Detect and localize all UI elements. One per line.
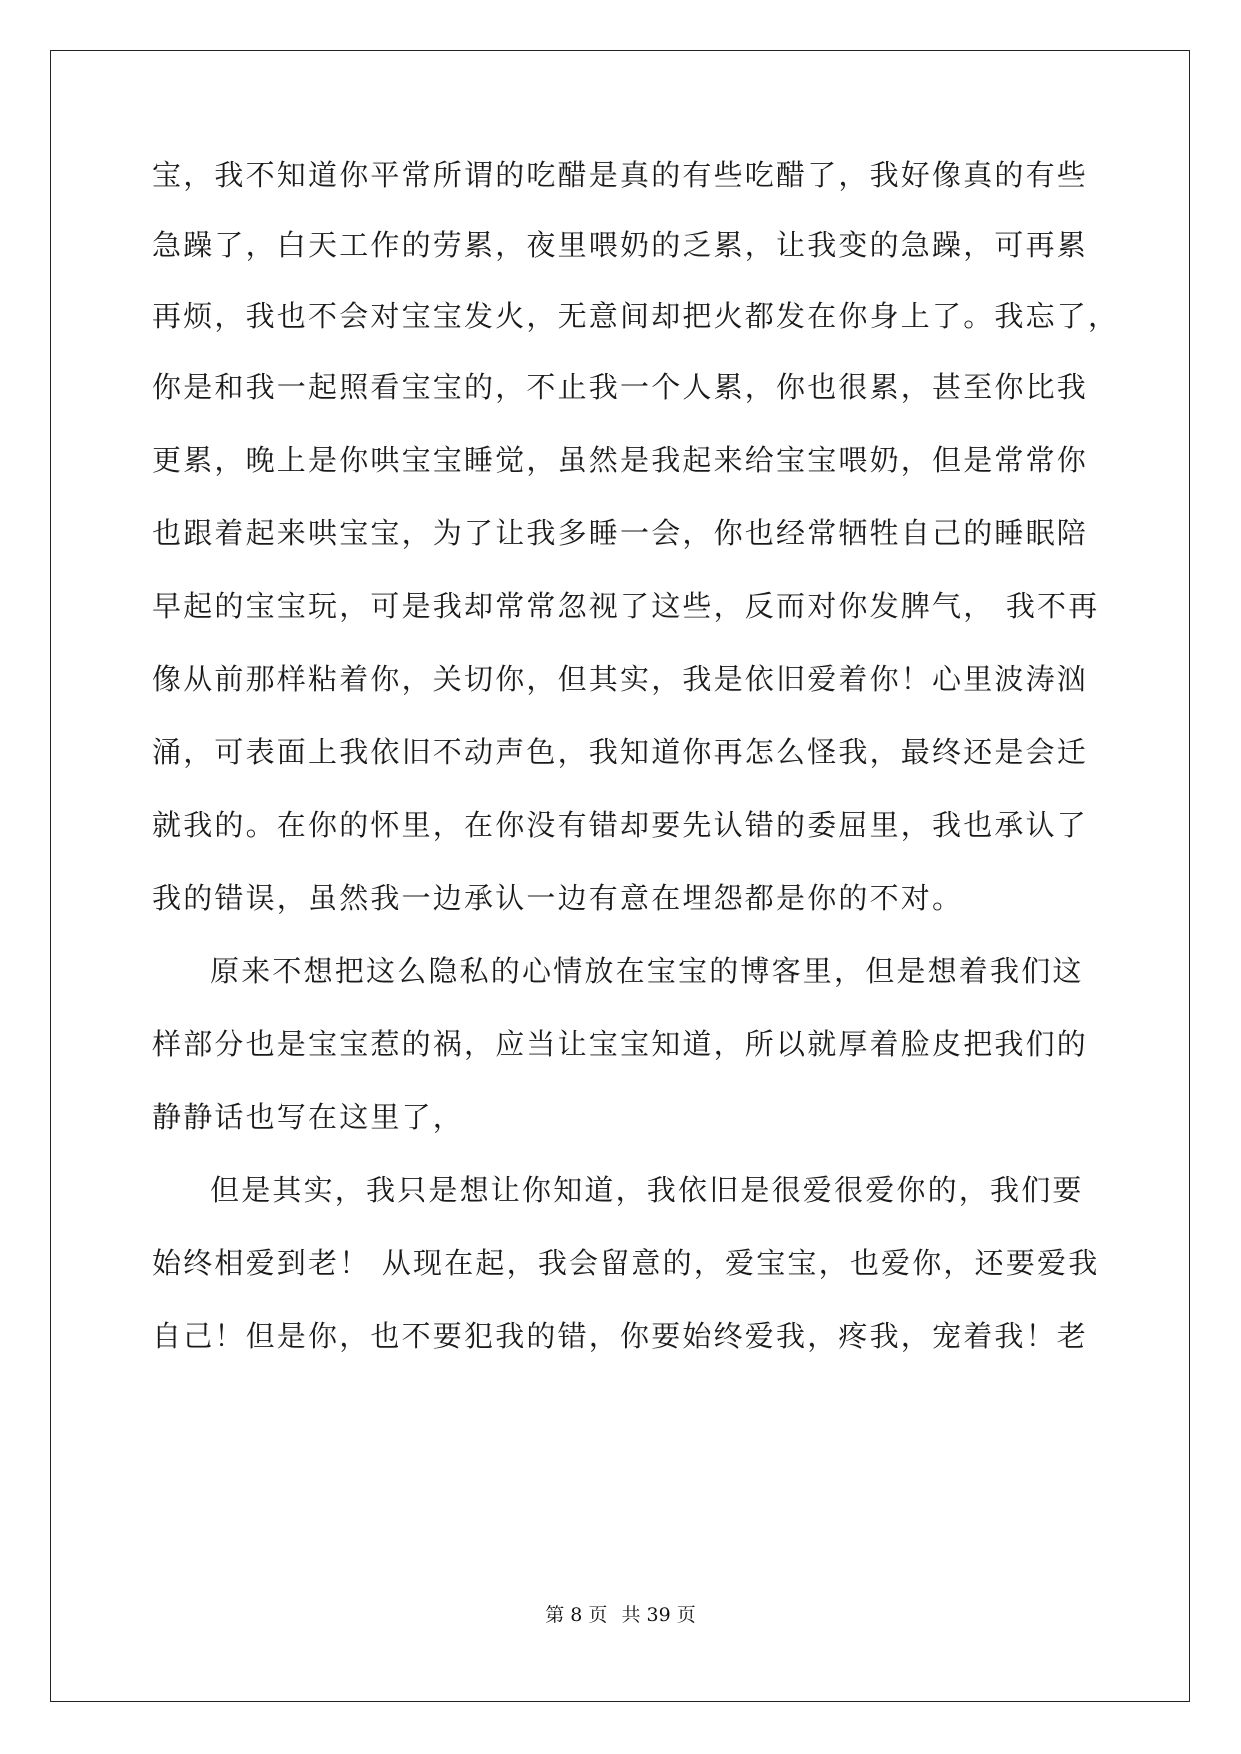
text-line: 样部分也是宝宝惹的祸，应当让宝宝知道，所以就厚着脸皮把我们的 (152, 1027, 1089, 1061)
page-total: 共 39 页 (621, 1604, 696, 1626)
text-line: 早起的宝宝玩，可是我却常常忽视了这些，反而对你发脾气， 我不再 (152, 589, 1100, 623)
page-footer (0, 1600, 1241, 1627)
page-number: 第 8 页 (545, 1604, 608, 1626)
text-line: 就我的。在你的怀里，在你没有错却要先认错的委屈里，我也承认了 (152, 808, 1089, 842)
text-line-indented: 原来不想把这么隐私的心情放在宝宝的博客里，但是想着我们这 (210, 954, 1084, 988)
text-line: 再烦，我也不会对宝宝发火，无意间却把火都发在你身上了。我忘了， (152, 299, 1120, 333)
text-line-indented: 但是其实，我只是想让你知道，我依旧是很爱很爱你的，我们要 (210, 1173, 1084, 1207)
text-line: 涌，可表面上我依旧不动声色，我知道你再怎么怪我，最终还是会迁 (152, 735, 1089, 769)
text-line: 自己！但是你，也不要犯我的错，你要始终爱我，疼我，宠着我！老 (152, 1319, 1089, 1353)
text-line: 急躁了，白天工作的劳累，夜里喂奶的乏累，让我变的急躁，可再累 (152, 228, 1089, 262)
text-line: 静静话也写在这里了， (152, 1100, 465, 1134)
text-line: 更累，晚上是你哄宝宝睡觉，虽然是我起来给宝宝喂奶，但是常常你 (152, 443, 1089, 477)
text-line: 我的错误，虽然我一边承认一边有意在埋怨都是你的不对。 (152, 881, 964, 915)
text-line: 像从前那样粘着你，关切你，但其实，我是依旧爱着你！心里波涛汹 (152, 662, 1089, 696)
text-line: 始终相爱到老！ 从现在起，我会留意的，爱宝宝，也爱你，还要爱我 (152, 1246, 1100, 1280)
text-line: 宝，我不知道你平常所谓的吃醋是真的有些吃醋了，我好像真的有些 (152, 158, 1089, 192)
text-line: 你是和我一起照看宝宝的，不止我一个人累，你也很累，甚至你比我 (152, 370, 1089, 404)
text-line: 也跟着起来哄宝宝，为了让我多睡一会，你也经常牺牲自己的睡眠陪 (152, 516, 1089, 550)
